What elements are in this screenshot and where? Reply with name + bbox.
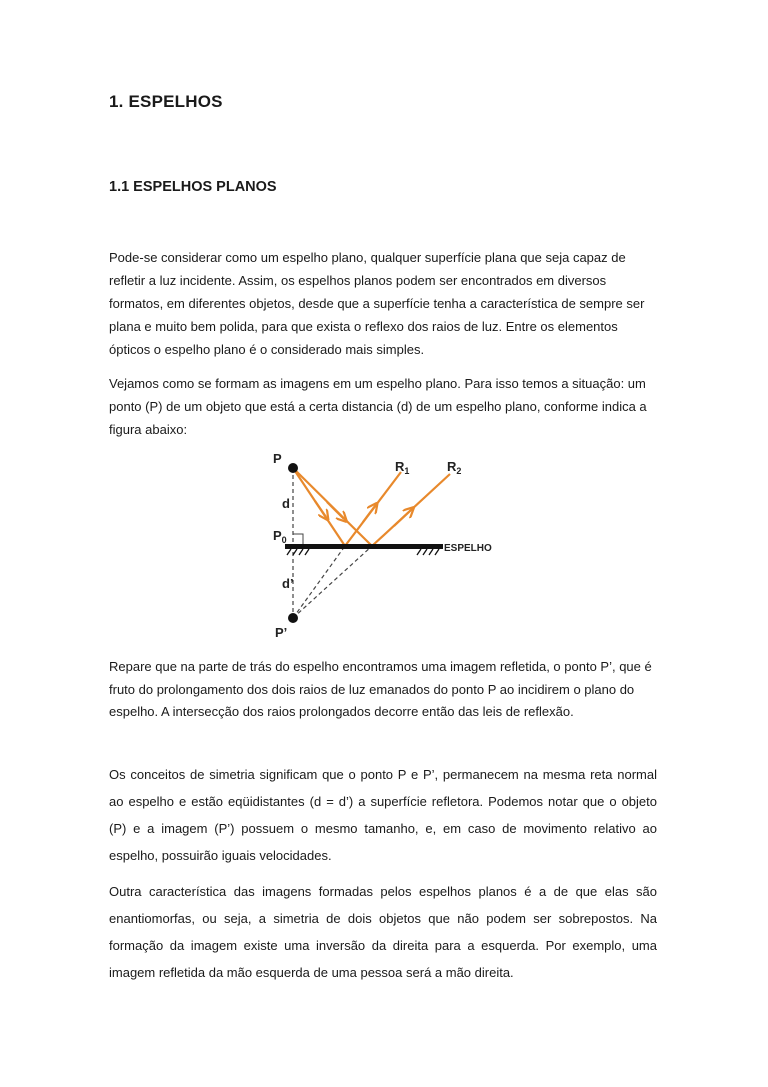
mirror-surface (285, 544, 443, 549)
paragraph-3: Repare que na parte de trás do espelho encontramos uma imagem refletida, o ponto P’, que é fruto do prolongamento dos dois raios de luz emanados do ponto P ao incidirem o plano do espelho. A intersecção dos raios prolongados decorre então das leis de reflexão. (109, 659, 652, 719)
ray-extension-2 (293, 546, 372, 618)
paragraph-4: Os conceitos de simetria significam que o ponto P e P’, permanecem na mesma reta normal ao espelho e estão eqüidistantes (d = d’) a superfície refletora. Podemos notar que o objeto (P) e a imagem (P’) possuem o mesmo tamanho, e, em caso de movimento relativo ao espelho, possuirão iguais velocidades. (109, 767, 657, 863)
mirror-diagram (255, 448, 515, 640)
incident-arrow-1 (315, 501, 326, 517)
mirror-label: ESPELHO (444, 543, 492, 554)
paragraph-2: Vejamos como se formam as imagens em um espelho plano. Para isso temos a situação: um ponto (P) de um objeto que está a certa distancia (d) de um espelho plano, conforme indica a figura abaixo: (109, 376, 647, 437)
label-p: P (273, 451, 282, 466)
paragraph-5: Outra característica das imagens formadas pelos espelhos planos é a de que elas são enantiomorfas, ou seja, a simetria de dois objetos que não podem ser sobrepostos. Na formação da imagem existe uma inversão da direita para a esquerda. Por exemplo, uma imagem refletida da mão esquerda de uma pessoa será a mão direita. (109, 884, 657, 980)
subsection-heading: 1.1 ESPELHOS PLANOS (109, 179, 277, 195)
ray-extension-1 (293, 546, 345, 618)
plane-mirror-figure (255, 448, 515, 640)
label-d-prime: d’ (282, 576, 294, 591)
label-p0: $P_0$ (273, 528, 287, 545)
reflected-arrow-2 (394, 510, 411, 526)
point-p (288, 463, 298, 473)
point-p-prime (288, 613, 298, 623)
incident-arrow-2 (327, 502, 344, 519)
section-heading: 1. ESPELHOS (109, 92, 223, 111)
reflected-arrow-1 (363, 506, 375, 522)
label-r1: $R_1$ (395, 459, 410, 476)
label-d: d (282, 496, 290, 511)
label-p-prime: P’ (275, 625, 288, 640)
paragraph-1: Pode-se considerar como um espelho plano, qualquer superfície plana que seja capaz de refletir a luz incidente. Assim, os espelhos planos podem ser encontrados em diversos formatos, em diferentes objetos, desde que a superfície tenha a característica de sempre ser plana e muito bem polida, para que exista o reflexo dos raios de luz. Entre os elementos ópticos o espelho plano é o considerado mais simples. (109, 250, 645, 357)
label-r2: $R_2$ (447, 459, 462, 476)
right-angle-icon (293, 534, 303, 545)
